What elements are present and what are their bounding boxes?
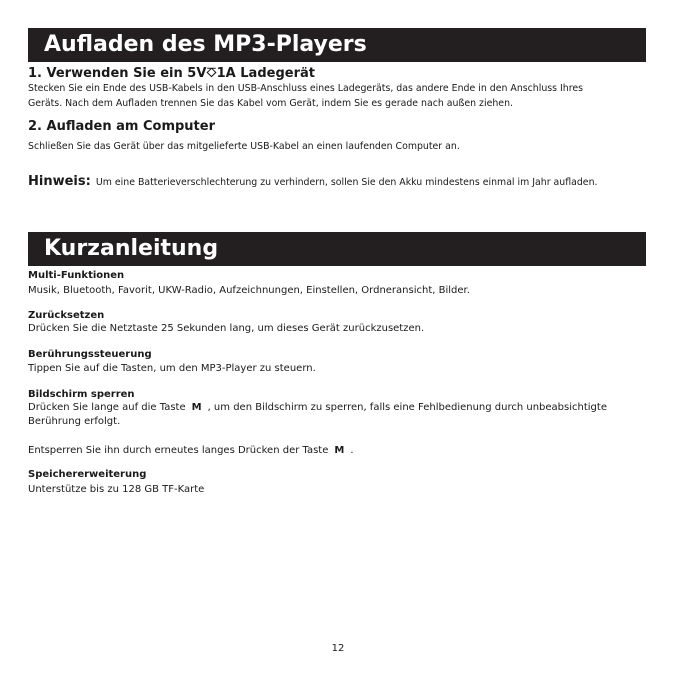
heading-computer: 2. Aufladen am Computer (28, 119, 216, 134)
reset-text: Drücken Sie die Netztaste 25 Sekunden lang, um dieses Gerät zurückzusetzen. (28, 323, 425, 334)
screen-lock-text-b: , um den Bildschirm zu sperren, falls eine Fehlbedienung durch unbeabsichtigte (207, 402, 607, 413)
m-key-label-unlock: M (334, 445, 345, 456)
page-number: 12 (331, 643, 345, 654)
heading-storage: Speichererweiterung (28, 469, 147, 480)
screen-lock-text-line2: Berührung erfolgt. (28, 416, 121, 427)
heading-multi-functions: Multi-Funktionen (28, 270, 125, 281)
screen-lock-text-a: Drücken Sie lange auf die Taste (28, 402, 186, 413)
hint-paragraph (28, 170, 652, 189)
hint-label: Hinweis: (28, 174, 91, 189)
m-key-label: M (191, 402, 202, 413)
multi-functions-text: Musik, Bluetooth, Favorit, UKW-Radio, Aufzeichnungen, Einstellen, Ordneransicht, Bilder. (28, 285, 470, 296)
hint-text: Um eine Batterieverschlechterung zu verhindern, sollen Sie den Akku mindestens einmal im Jahr aufladen. (95, 177, 598, 188)
computer-text: Schließen Sie das Gerät über das mitgelieferte USB-Kabel an einen laufenden Computer an. (28, 141, 460, 152)
unlock-text-b: . (350, 445, 354, 456)
storage-text: Unterstütze bis zu 128 GB TF-Karte (28, 484, 205, 495)
section-banner-charging: Aufladen des MP3-Players (28, 28, 646, 62)
charger-text-line1: Stecken Sie ein Ende des USB-Kabels in den USB-Anschluss eines Ladegeräts, das andere Ende in den Anschluss Ihres (28, 83, 584, 94)
unlock-text (28, 443, 652, 459)
heading-charger: 1. Verwenden Sie ein 5V⎏1A Ladegerät (28, 66, 315, 81)
heading-reset: Zurücksetzen (28, 310, 105, 321)
section-banner-quickguide: Kurzanleitung (28, 232, 646, 266)
charger-text-line2: Geräts. Nach dem Aufladen trennen Sie das Kabel vom Gerät, indem Sie es gerade nach außen ziehen. (28, 98, 513, 109)
heading-touch-control: Berührungssteuerung (28, 349, 152, 360)
touch-control-text: Tippen Sie auf die Tasten, um den MP3-Player zu steuern. (28, 363, 316, 374)
unlock-text-a: Entsperren Sie ihn durch erneutes langes Drücken der Taste (28, 445, 329, 456)
heading-screen-lock: Bildschirm sperren (28, 389, 135, 400)
